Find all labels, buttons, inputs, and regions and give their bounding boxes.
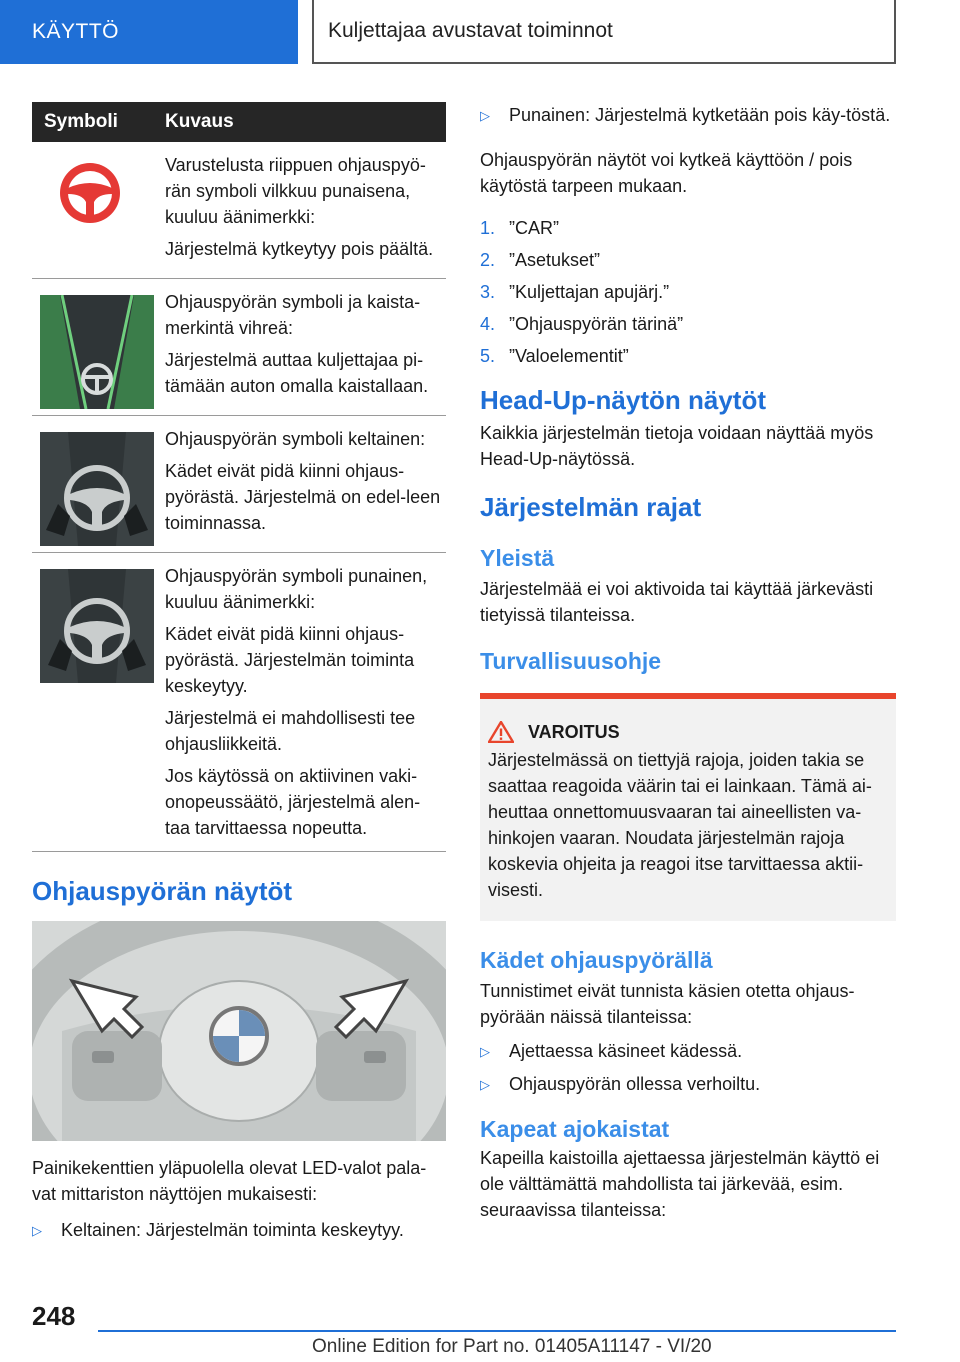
description-text: Järjestelmä auttaa kuljettajaa pi-tämään auton omalla kaistallaan.	[165, 350, 429, 396]
description-text: Varustelusta riippuen ohjauspyö-rän symboli vilkkuu punaisena, kuuluu äänimerkki:	[165, 155, 426, 227]
step-number: 1.	[480, 218, 496, 238]
table-header-symbol: Symboli	[32, 102, 155, 142]
chapter-header	[312, 0, 896, 64]
description-cell	[155, 553, 446, 852]
description-text: Järjestelmä ei mahdollisesti tee ohjausliikkeitä.	[165, 708, 416, 754]
page-number: 248	[32, 1301, 76, 1331]
description-text: Ohjauspyörän symboli keltainen:	[165, 429, 426, 449]
lane-green-steering-icon	[40, 295, 154, 409]
narrow-text: Kapeilla kaistoilla ajettaessa järjestelmän käyttö ei ole välttämättä mahdollista tai järkevää, esim. seuraavissa tilanteissa:	[480, 1148, 880, 1220]
step-text: ”Asetukset”	[509, 250, 601, 270]
list-item	[480, 343, 896, 369]
step-number: 5.	[480, 346, 496, 366]
list-item	[480, 102, 896, 129]
list-item-text: Ohjauspyörän ollessa verhoiltu.	[509, 1074, 761, 1094]
chapter-label: Kuljettajaa avustavat toiminnot	[328, 19, 613, 42]
symbol-cell	[32, 553, 155, 852]
list-item	[480, 247, 896, 273]
list-item-text: Ajettaessa käsineet kädessä.	[509, 1041, 743, 1061]
photo-caption: Painikekenttien yläpuolella olevat LED-valot pala-vat mittariston näyttöjen mukaisesti:	[32, 1158, 427, 1204]
description-text: Kädet eivät pidä kiinni ohjaus-pyörästä. Järjestelmä on edel-leen toiminnassa.	[165, 461, 441, 533]
list-item	[480, 279, 896, 305]
triangle-bullet-icon: ▷	[480, 1077, 490, 1092]
table-row	[32, 142, 446, 279]
limits-title: Järjestelmän rajat	[480, 492, 702, 522]
table-row	[32, 279, 446, 416]
edition-text: Online Edition for Part no. 01405A11147 - VI/20	[312, 1336, 712, 1357]
warning-text: Järjestelmässä on tiettyjä rajoja, joiden takia se saattaa reagoida väärin tai ei lainkaan. Tämä ai-heuttaa onnettomuusvaaran tai aineellisten va-hinkojen vaaran. Noudata järjestelmän rajoja koskevia ohjeita ja reagoi itse tarvittaessa aktii-visesti.	[488, 750, 872, 900]
warning-label: VAROITUS	[528, 721, 620, 742]
description-cell	[155, 416, 446, 553]
hud-text: Kaikkia järjestelmän tietoja voidaan näyttää myös Head-Up-näytössä.	[480, 423, 874, 469]
list-item-text: Punainen: Järjestelmä kytketään pois käy-töstä.	[509, 105, 891, 125]
step-number: 2.	[480, 250, 496, 270]
table-row	[32, 416, 446, 553]
footer-rule	[98, 1330, 896, 1332]
triangle-bullet-icon: ▷	[480, 1044, 490, 1059]
table-header-description: Kuvaus	[155, 102, 446, 142]
list-item	[480, 1071, 896, 1098]
step-number: 4.	[480, 314, 496, 334]
general-text: Järjestelmää ei voi aktivoida tai käyttää järkevästi tietyissä tilanteissa.	[480, 579, 874, 625]
warning-box	[480, 693, 896, 921]
triangle-bullet-icon: ▷	[480, 108, 490, 123]
symbol-cell	[32, 142, 155, 279]
safety-title: Turvallisuusohje	[480, 648, 662, 674]
list-item	[480, 311, 896, 337]
section-label: KÄYTTÖ	[32, 20, 120, 43]
table-header-row	[32, 102, 446, 142]
description-text: Kädet eivät pidä kiinni ohjaus-pyörästä. Järjestelmän toiminta keskeytyy.	[165, 624, 415, 696]
description-cell	[155, 279, 446, 416]
steering-wheel-photo	[32, 921, 446, 1141]
description-text: Jos käytössä on aktiivinen vaki-onopeussäätö, järjestelmä alen-taa tarvittaessa nopeutta.	[165, 766, 421, 838]
step-text: ”Valoelementit”	[509, 346, 629, 366]
list-item	[32, 1217, 446, 1244]
steering-wheel-red-icon	[40, 158, 140, 228]
description-text: Ohjauspyörän symboli punainen, kuuluu äänimerkki:	[165, 566, 428, 612]
hands-text: Tunnistimet eivät tunnista käsien otetta ohjaus-pyörään näissä tilanteissa:	[480, 981, 855, 1027]
left-column	[32, 102, 446, 1244]
hands-off-red-icon	[40, 569, 154, 683]
step-number: 3.	[480, 282, 496, 302]
steering-section-title: Ohjauspyörän näytöt	[32, 876, 293, 906]
steps-list	[480, 215, 896, 369]
hud-title: Head-Up-näytön näytöt	[480, 385, 766, 415]
section-tab	[0, 0, 298, 64]
hands-title: Kädet ohjauspyörällä	[480, 947, 713, 973]
paragraph: Ohjauspyörän näytöt voi kytkeä käyttöön / pois käytöstä tarpeen mukaan.	[480, 150, 853, 196]
narrow-title: Kapeat ajokaistat	[480, 1116, 670, 1142]
table-row	[32, 553, 446, 852]
step-text: ”Ohjauspyörän tärinä”	[509, 314, 684, 334]
hands-off-yellow-icon	[40, 432, 154, 546]
symbol-table	[32, 102, 446, 852]
step-text: ”CAR”	[509, 218, 559, 238]
description-text: Ohjauspyörän symboli ja kaista-merkintä vihreä:	[165, 292, 421, 338]
right-column	[480, 102, 896, 1223]
description-text: Järjestelmä kytkeytyy pois päältä.	[165, 239, 434, 259]
step-text: ”Kuljettajan apujärj.”	[509, 282, 670, 302]
list-item	[480, 1038, 896, 1065]
symbol-cell	[32, 279, 155, 416]
symbol-cell	[32, 416, 155, 553]
warning-triangle-icon	[488, 721, 514, 743]
general-title: Yleistä	[480, 545, 555, 571]
triangle-bullet-icon: ▷	[32, 1223, 42, 1238]
warning-header	[488, 721, 888, 743]
description-cell	[155, 142, 446, 279]
list-item	[480, 215, 896, 241]
list-item-text: Keltainen: Järjestelmän toiminta keskeytyy.	[61, 1220, 404, 1240]
